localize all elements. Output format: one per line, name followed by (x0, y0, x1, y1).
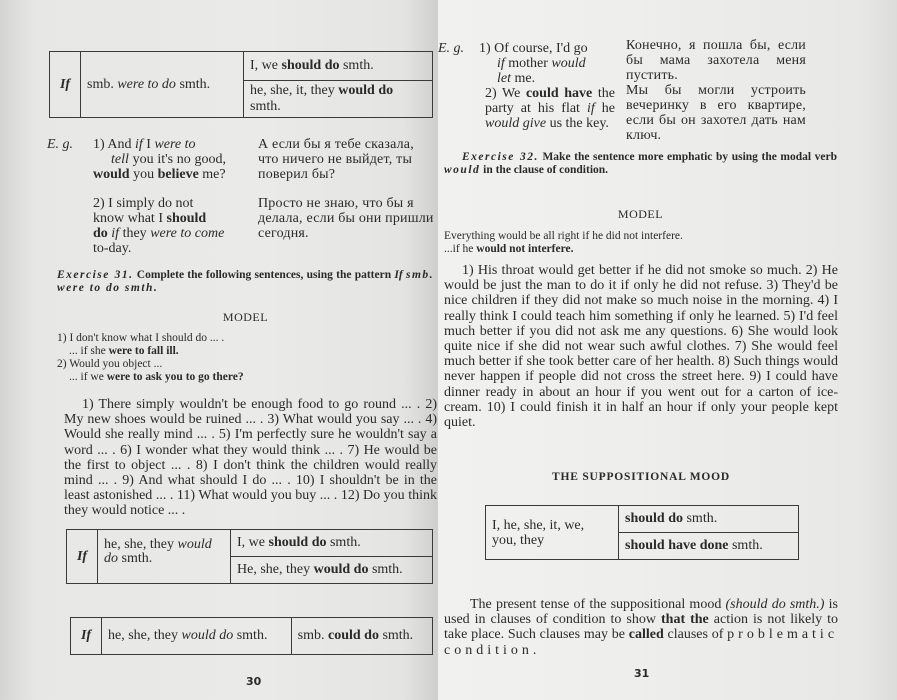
if-cell: If (67, 530, 98, 584)
model-heading-32: MODEL (617, 207, 664, 221)
form-cell-1: should do smth. (619, 506, 799, 533)
condition-cell: smb. were to do smth. (81, 52, 244, 118)
if-cell: If (71, 618, 102, 655)
suppositional-table (485, 505, 799, 560)
example-2-en: 2) I simply do not know what I should do if they were to come to-day. (93, 196, 225, 256)
page-number-left: 30 (246, 675, 262, 688)
right-page (438, 0, 897, 700)
result-cell-1: I, we should do smth. (231, 530, 433, 557)
subject-cell: I, he, she, it, we, you, they (486, 506, 619, 560)
conditional-table-2 (66, 529, 433, 584)
exercise-32-sentences: 1) His throat would get better if he did not smoke so much. 2) He would be just the man to do it if only he did not refuse. 3) They'd be nice children if they did not make so much noise in the morning. 4) I really think I could teach him something if only he learned. 5) I'd feel much better if you did not ask me any questions. 6) She would look quite nice if she did not wear such awful clothes. 7) She would feel much better if she took better care of her health. 8) Such things would never happen if people did not cross the street here. 9) I could have dinner ready in about an hour if you went out for a carton of ice-cream. 10) I could finish it in half an hour if only your people kept quiet. (444, 263, 838, 431)
example-2-en: 2) We could have the party at his flat if he would give us the key. (485, 86, 615, 131)
eg-label: E. g. (438, 41, 465, 56)
example-1-en: 1) And if I were to tell you it's no good, would you believe me? (93, 137, 226, 182)
exercise-32-title: Exercise 32. Make the sentence more emphatic by using the modal verb would in the clause of condition. (444, 151, 838, 176)
condition-cell: he, she, they would do smth. (102, 618, 292, 655)
example-1-ru: Конечно, я пошла бы, если бы мама захотела меня пустить. (626, 38, 806, 83)
model-31: 1) I don't know what I should do ... . ... if she were to fall ill. 2) Would you object ... ... if we were to ask you to go there? (57, 332, 244, 383)
page-number-right: 31 (634, 667, 650, 680)
result-cell-2: he, she, it, they would do smth. (244, 81, 433, 118)
section-heading: THE SUPPOSITIONAL MOOD (552, 471, 730, 483)
form-cell-2: should have done smth. (619, 533, 799, 560)
result-cell-1: I, we should do smth. (244, 52, 433, 81)
if-cell: If (50, 52, 81, 118)
left-page (0, 0, 438, 700)
example-2-ru: Мы бы могли устроить вечеринку в его квартире, если бы он захотел дать нам ключ. (626, 83, 806, 143)
model-heading-31: MODEL (222, 310, 269, 324)
eg-label: E. g. (47, 137, 74, 152)
exercise-31-sentences: 1) There simply wouldn't be enough food to go round ... . 2) My new shoes would be ruined ... . 3) What would you say ... . 4) Would she really mind ... . 5) I'm perfectly sure he wouldn't say a word ... . 6) I wonder what they would think ... . 7) He would be the first to object ... . 8) I don't think the children would really mind ... . 9) And what should I do ... . 10) I shouldn't be in the least astonished ... . 11) What would you buy ... . 12) Do you think they would notice ... . (64, 397, 437, 519)
conditional-table-3 (70, 617, 433, 655)
exercise-31-title: Exercise 31. Complete the following sentences, using the pattern If smb. were to do smth. (57, 269, 435, 294)
example-1-ru: А если бы я тебе сказала, что ничего не выйдет, ты поверил бы? (258, 137, 414, 182)
result-cell-2: He, she, they would do smth. (231, 557, 433, 584)
model-32: Everything would be all right if he did not interfere. ...if he would not interfere. (444, 230, 683, 255)
example-1-en: 1) Of course, I'd go if mother would let me. (479, 41, 588, 86)
result-cell: smb. could do smth. (291, 618, 432, 655)
conditional-table-1 (49, 51, 433, 118)
condition-cell: he, she, they would do smth. (98, 530, 231, 584)
suppositional-paragraph: The present tense of the suppositional mood (should do smth.) is used in clauses of condition to show that the action is not likely to take place. Such clauses may be called clauses of problematic condition. (444, 597, 839, 658)
example-2-ru: Просто не знаю, что бы я делала, если бы они пришли сегодня. (258, 196, 434, 241)
